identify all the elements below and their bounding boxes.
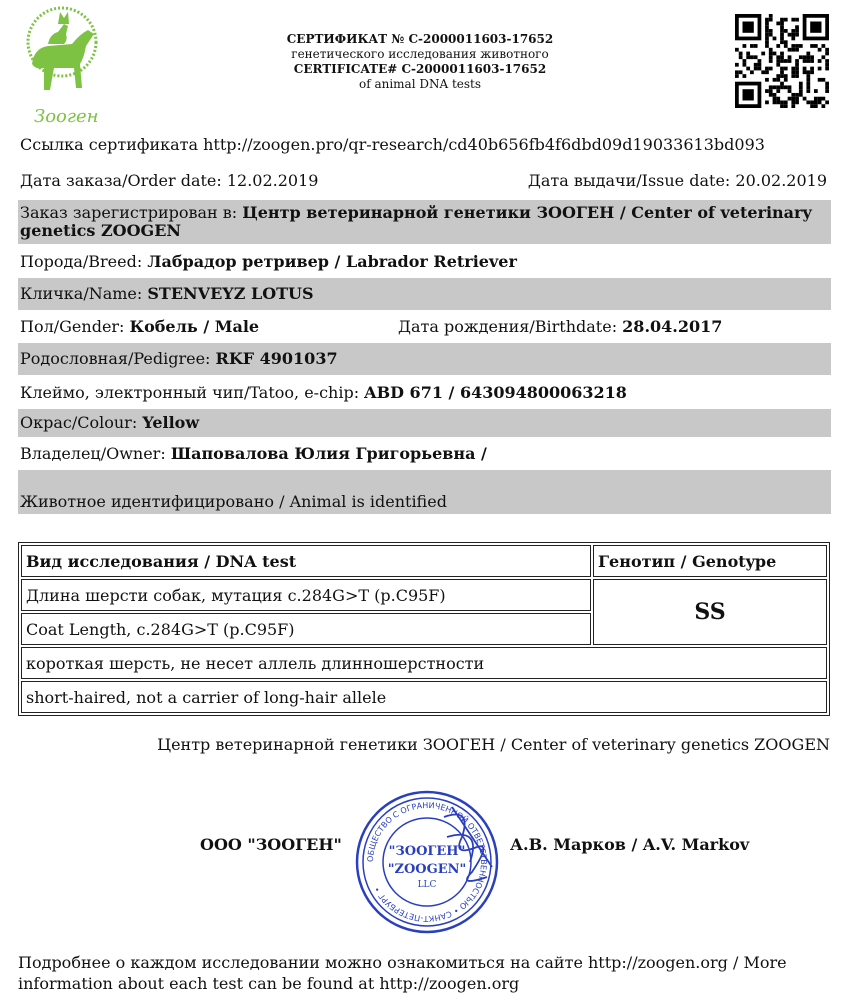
gender-label: Пол/Gender: — [20, 317, 130, 336]
cert-title-en: CERTIFICATE# C-2000011603-17652 — [293, 62, 547, 76]
issue-date: Дата выдачи/Issue date: 20.02.2019 — [527, 171, 827, 190]
name-label: Кличка/Name: — [20, 284, 148, 303]
cert-sub-en: of animal DNA tests — [358, 77, 482, 91]
colour-value: Yellow — [142, 413, 200, 432]
dna-test-table — [18, 542, 830, 716]
svg-text:LLC: LLC — [417, 880, 437, 890]
birthdate-label: Дата рождения/Birthdate: — [398, 317, 623, 336]
table-row — [21, 647, 827, 679]
svg-text:ОБЩЕСТВО С ОГРАНИЧЕННОЙ ОТВЕТС: ОБЩЕСТВО С ОГРАНИЧЕННОЙ ОТВЕТСТВЕННОСТЬЮ • САНКТ-ПЕТЕРБУРГ • — [365, 800, 489, 924]
genotype-value: SS — [593, 579, 827, 645]
table-row — [21, 579, 827, 611]
breed-label: Порода/Breed: — [20, 252, 148, 271]
col-header-test: Вид исследования / DNA test — [21, 545, 591, 577]
cert-sub-ru: генетического исследования животного — [291, 47, 549, 61]
svg-text:Зооген: Зооген — [34, 106, 99, 127]
breed-value: Лабрадор ретривер / Labrador Retriever — [147, 252, 517, 271]
qr-code[interactable] — [735, 14, 829, 108]
zoogen-logo — [14, 4, 110, 128]
center-line: Центр ветеринарной генетики ЗООГЕН / Center of veterinary genetics ZOOGEN — [157, 735, 830, 754]
gender-row — [18, 318, 831, 336]
svg-text:"ZOOGEN": "ZOOGEN" — [387, 862, 467, 877]
tatoo-value: ABD 671 / 643094800063218 — [364, 383, 627, 402]
tatoo-label: Клеймо, электронный чип/Tatoo, e-chip: — [20, 383, 365, 402]
gender-value: Кобель / Male — [129, 317, 260, 336]
company-stamp — [352, 787, 502, 937]
certificate-link[interactable]: Ссылка сертификата http://zoogen.pro/qr-research/cd40b656fb4f6dbd09d19033613bd093 — [20, 135, 765, 154]
svg-text:"ЗООГЕН": "ЗООГЕН" — [388, 844, 466, 859]
company-name: ООО "ЗООГЕН" — [200, 835, 342, 854]
registered-value: Центр ветеринарной генетики ЗООГЕН / Center of veterinary genetics ZOOGEN — [20, 203, 812, 240]
tatoo-row — [18, 384, 831, 402]
signer-name: А.В. Марков / A.V. Markov — [510, 835, 750, 854]
dna-test-table-wrap — [18, 542, 830, 716]
result-ru: короткая шерсть, не несет аллель длинношерстности — [21, 647, 827, 679]
owner-label: Владелец/Owner: — [20, 444, 171, 463]
dates-row — [18, 172, 831, 190]
owner-row — [18, 445, 831, 463]
col-header-genotype: Генотип / Genotype — [593, 545, 827, 577]
certificate-header — [200, 32, 640, 92]
test-name-ru: Длина шерсти собак, мутация c.284G>T (p.C95F) — [21, 579, 591, 611]
name-row — [18, 278, 831, 310]
colour-label: Окрас/Colour: — [20, 413, 143, 432]
pedigree-value: RKF 4901037 — [215, 349, 338, 368]
colour-row — [18, 409, 831, 437]
result-en: short-haired, not a carrier of long-hair allele — [21, 681, 827, 713]
pedigree-row — [18, 343, 831, 375]
birthdate-value: 28.04.2017 — [622, 317, 723, 336]
breed-row — [18, 253, 831, 271]
footer-note: Подробнее о каждом исследовании можно ознакомиться на сайте http://zoogen.org / More information about each test can be found at http://zoogen.org — [18, 953, 787, 993]
cert-title-ru: СЕРТИФИКАТ № C-2000011603-17652 — [286, 32, 554, 46]
registered-label: Заказ зарегистрирован в: — [20, 203, 243, 222]
table-header-row — [21, 545, 827, 577]
pedigree-label: Родословная/Pedigree: — [20, 349, 216, 368]
identified-row: Животное идентифицировано / Animal is identified — [18, 470, 831, 514]
name-value: STENVEYZ LOTUS — [147, 284, 314, 303]
registered-row — [18, 200, 831, 244]
owner-value: Шаповалова Юлия Григорьевна / — [170, 444, 487, 463]
order-date: Дата заказа/Order date: 12.02.2019 — [20, 171, 319, 190]
test-name-en: Coat Length, c.284G>T (p.C95F) — [21, 613, 591, 645]
table-row — [21, 681, 827, 713]
